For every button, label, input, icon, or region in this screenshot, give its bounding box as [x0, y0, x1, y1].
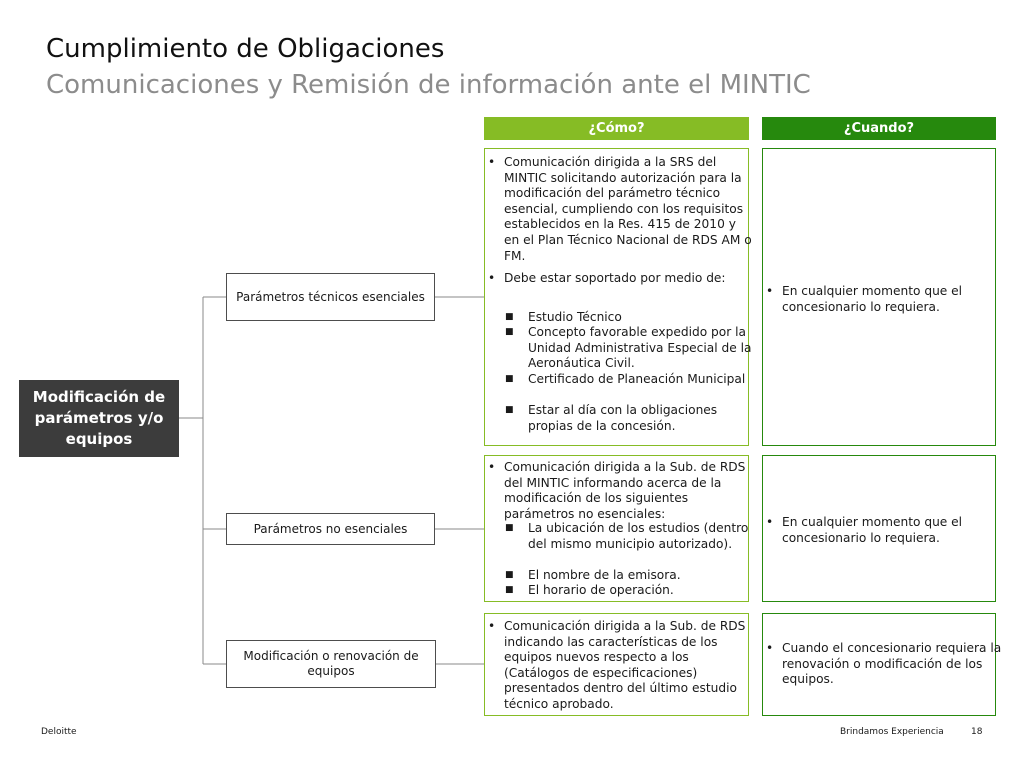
item-text: En cualquier momento que el concesionario lo requiera.	[782, 515, 963, 545]
sub-item	[505, 583, 764, 599]
item-text: Comunicación dirigida a la SRS del MINTIC solicitando autorización para la modificación del parámetro técnico esencial, cumpliendo con los requisitos establecidos en la Res. 415 de 2010 y en el Plan Técnico Nacional de RDS AM o FM.	[504, 155, 752, 263]
root-box	[19, 380, 179, 457]
footer-brand: Deloitte	[41, 727, 77, 737]
sub-item	[505, 521, 764, 552]
item-text: Cuando el concesionario requiera la renovación o modificación de los equipos.	[782, 641, 1002, 687]
footer-tagline: Brindamos Experiencia	[840, 727, 944, 737]
item-text: En cualquier momento que el concesionario lo requiera.	[782, 284, 963, 314]
bullet-icon: •	[488, 155, 496, 169]
sub-item-text: Estar al día con la obligaciones propias de la concesión.	[528, 403, 718, 433]
sub-item-text: El horario de operación.	[528, 583, 674, 597]
square-bullet-icon: ■	[505, 585, 514, 595]
sub-item-text: El nombre de la emisora.	[528, 568, 681, 582]
how-item	[488, 155, 754, 264]
sub-item-text: Concepto favorable expedido por la Unidad Administrativa Especial de la Aeronáutica Civil.	[528, 325, 752, 371]
bullet-icon: •	[488, 460, 496, 474]
how-item	[488, 460, 754, 522]
bullet-icon: •	[488, 271, 496, 285]
how-panel-3	[484, 613, 749, 716]
item-text: Comunicación dirigida a la Sub. de RDS del MINTIC informando acerca de la modificación de los siguientes parámetros no esenciales:	[504, 460, 746, 521]
how-item	[488, 271, 754, 287]
header-cuando: ¿Cuando?	[762, 117, 996, 140]
square-bullet-icon: ■	[505, 327, 514, 337]
item-text: Debe estar soportado por medio de:	[504, 271, 726, 285]
square-bullet-icon: ■	[505, 523, 514, 533]
how-item	[488, 619, 754, 713]
page-title: Cumplimiento de Obligaciones	[46, 34, 445, 64]
item-text: Comunicación dirigida a la Sub. de RDS indicando las características de los equipos nuevos respecto a los (Catálogos de especificaciones) presentados dentro del último estudio técnico aprobado.	[504, 619, 746, 711]
sub-item	[505, 403, 764, 434]
bullet-icon: •	[766, 284, 774, 298]
square-bullet-icon: ■	[505, 374, 514, 384]
sub-item	[505, 325, 764, 372]
when-item	[766, 284, 1004, 315]
sub-item-text: La ubicación de los estudios (dentro del mismo municipio autorizado).	[528, 521, 749, 551]
when-panel-1	[762, 148, 996, 446]
when-panel-2	[762, 455, 996, 602]
bullet-icon: •	[488, 619, 496, 633]
when-item	[766, 641, 1004, 688]
bullet-icon: •	[766, 515, 774, 529]
header-como: ¿Cómo?	[484, 117, 749, 140]
how-panel-1	[484, 148, 752, 446]
square-bullet-icon: ■	[505, 405, 514, 415]
category-label: Modificación o renovación de equipos	[243, 649, 419, 678]
category-label: Parámetros técnicos esenciales	[236, 289, 425, 304]
sub-item-text: Certificado de Planeación Municipal	[528, 372, 746, 386]
root-label: Modificación de parámetros y/o equipos	[32, 388, 166, 448]
category-label: Parámetros no esenciales	[253, 521, 408, 536]
sub-item	[505, 372, 764, 388]
category-box-esenciales	[226, 273, 435, 321]
how-panel-2	[484, 455, 749, 602]
category-box-no-esenciales	[226, 513, 435, 545]
bullet-icon: •	[766, 641, 774, 655]
square-bullet-icon: ■	[505, 570, 514, 580]
square-bullet-icon: ■	[505, 312, 514, 322]
sub-item	[505, 310, 764, 326]
when-panel-3	[762, 613, 1002, 716]
when-item	[766, 515, 1004, 546]
page-subtitle: Comunicaciones y Remisión de información ante el MINTIC	[46, 70, 811, 100]
page-number: 18	[971, 727, 983, 737]
sub-item	[505, 568, 764, 584]
sub-item-text: Estudio Técnico	[528, 310, 622, 324]
category-box-equipos	[226, 640, 436, 688]
